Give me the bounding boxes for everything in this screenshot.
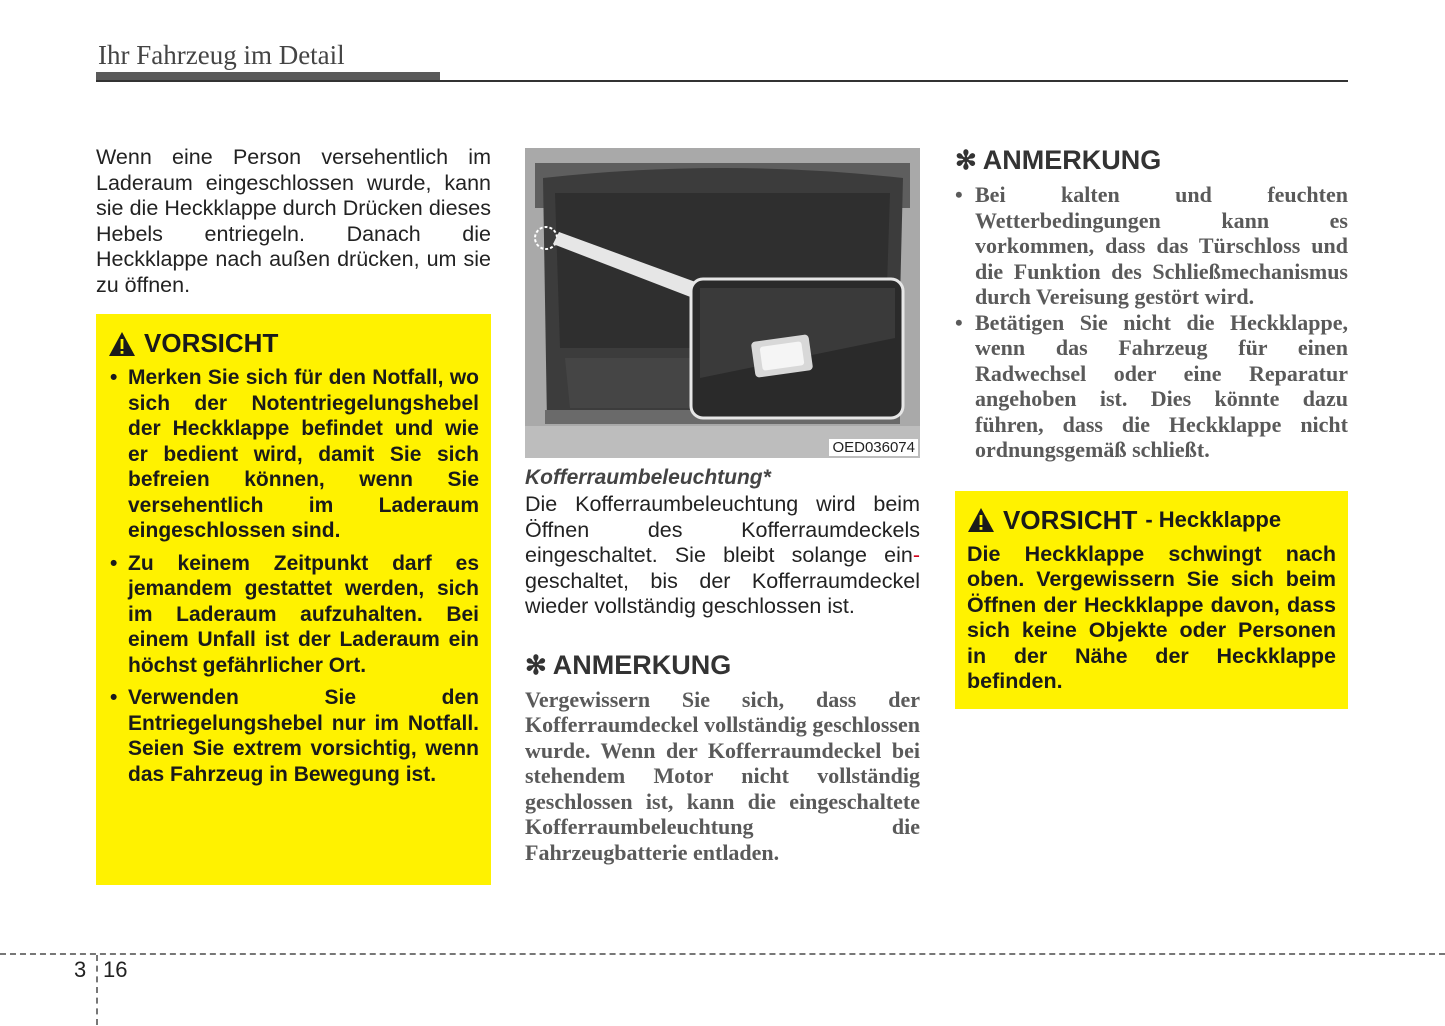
warning-title: [967, 505, 1336, 536]
note-title-text: ANMERKUNG: [552, 649, 732, 680]
warning-title-text: VORSICHT: [144, 328, 279, 358]
footer-rule: [0, 953, 1445, 955]
footer-divider: [96, 955, 98, 1025]
trunk-light-figure: [525, 148, 920, 458]
note-title: [525, 650, 920, 681]
warning-box-emergency-lever: [96, 314, 491, 885]
note-text: Vergewissern Sie sich, dass der Kofferraumdeckel vollständig geschlossen wurde. Wenn der Kofferraumdeckel bei stehendem Motor nicht vollständig geschlossen ist, kann die eingeschaltete Kofferraumbeleuchtung die Fahrzeugbatterie entladen.: [525, 686, 920, 865]
warning-triangle-icon: [967, 507, 995, 533]
hyphen-mark: -: [912, 543, 920, 567]
section-caption: Kofferraumbeleuchtung*: [525, 466, 771, 489]
column-right: [955, 145, 1348, 709]
figure-code: OED036074: [829, 439, 918, 456]
intro-text: Wenn eine Person versehentlich im Laderaum eingeschlossen wurde, kann sie die Heckklappe durch Drücken dieses Hebels entriegeln. Danach die Heckklappe nach außen drücken, um sie zu öffnen.: [96, 145, 491, 297]
page-number: 16: [103, 957, 128, 982]
header-title: Ihr Fahrzeug im Detail: [98, 40, 345, 70]
note-item: • Bei kalten und feuchten Wetterbedingungen kann es vorkommen, dass das Türschloss und die Funktion des Schließmechanismus durch Vereisung gestört wird.: [955, 182, 1348, 310]
note-item: • Betätigen Sie nicht die Heckklappe, wenn das Fahrzeug für einen Radwechsel oder eine Reparatur angehoben ist. Dies könnte dazu führen, dass die Heckklappe nicht ordnungsgemäß schließt.: [955, 310, 1348, 463]
note-block-weather: [955, 145, 1348, 463]
column-left: [96, 145, 491, 885]
warning-text: Die Heckklappe schwingt nach oben. Vergewissern Sie sich beim Öffnen der Heckklappe davon, dass sich keine Objekte oder Personen in der Nähe der Heckklappe befinden.: [967, 541, 1336, 693]
warning-box-tailgate: [955, 491, 1348, 709]
warning-title-text: VORSICHT: [1003, 504, 1138, 535]
trunk-light-paragraph: [525, 492, 920, 620]
column-middle: [525, 148, 920, 865]
warning-item: • Zu keinem Zeitpunkt darf es jemandem gestattet werden, sich im Laderaum aufzuhalten. Bei einem Unfall ist der Laderaum ein höchst gefährlicher Ort.: [108, 551, 479, 679]
trunk-illustration: [525, 148, 920, 458]
intro-paragraph: [96, 145, 491, 298]
chapter-number: 3: [74, 957, 87, 982]
asterisk-icon: ✻: [525, 649, 547, 680]
asterisk-icon: ✻: [955, 145, 977, 175]
note-title: [955, 145, 1348, 176]
body-text-b: geschaltet, bis der Kofferraumdeckel wieder vollständig geschlossen ist.: [525, 568, 920, 618]
note-title-text: ANMERKUNG: [982, 145, 1162, 175]
note-block-battery: [525, 650, 920, 866]
warning-item: • Merken Sie sich für den Notfall, wo sich der Notentriegelungshebel der Heckklappe befindet und wie er bedient wird, damit Sie sich befreien können, wenn Sie versehentlich im Laderaum eingeschlossen sind.: [108, 365, 479, 544]
warning-title: [108, 328, 479, 359]
warning-list: [108, 365, 479, 787]
note-list: [955, 182, 1348, 463]
warning-subtitle: - Heckklappe: [1145, 507, 1282, 532]
warning-triangle-icon: [108, 331, 136, 357]
body-text-a: Die Kofferraumbeleuchtung wird beim Öffnen des Kofferraumdeckels eingeschaltet. Sie bleibt solange ein: [525, 492, 920, 567]
warning-item: • Verwenden Sie den Entriegelungshebel nur im Notfall. Seien Sie extrem vorsichtig, wenn das Fahrzeug in Bewegung ist.: [108, 685, 479, 787]
header-rule: [96, 80, 1348, 82]
